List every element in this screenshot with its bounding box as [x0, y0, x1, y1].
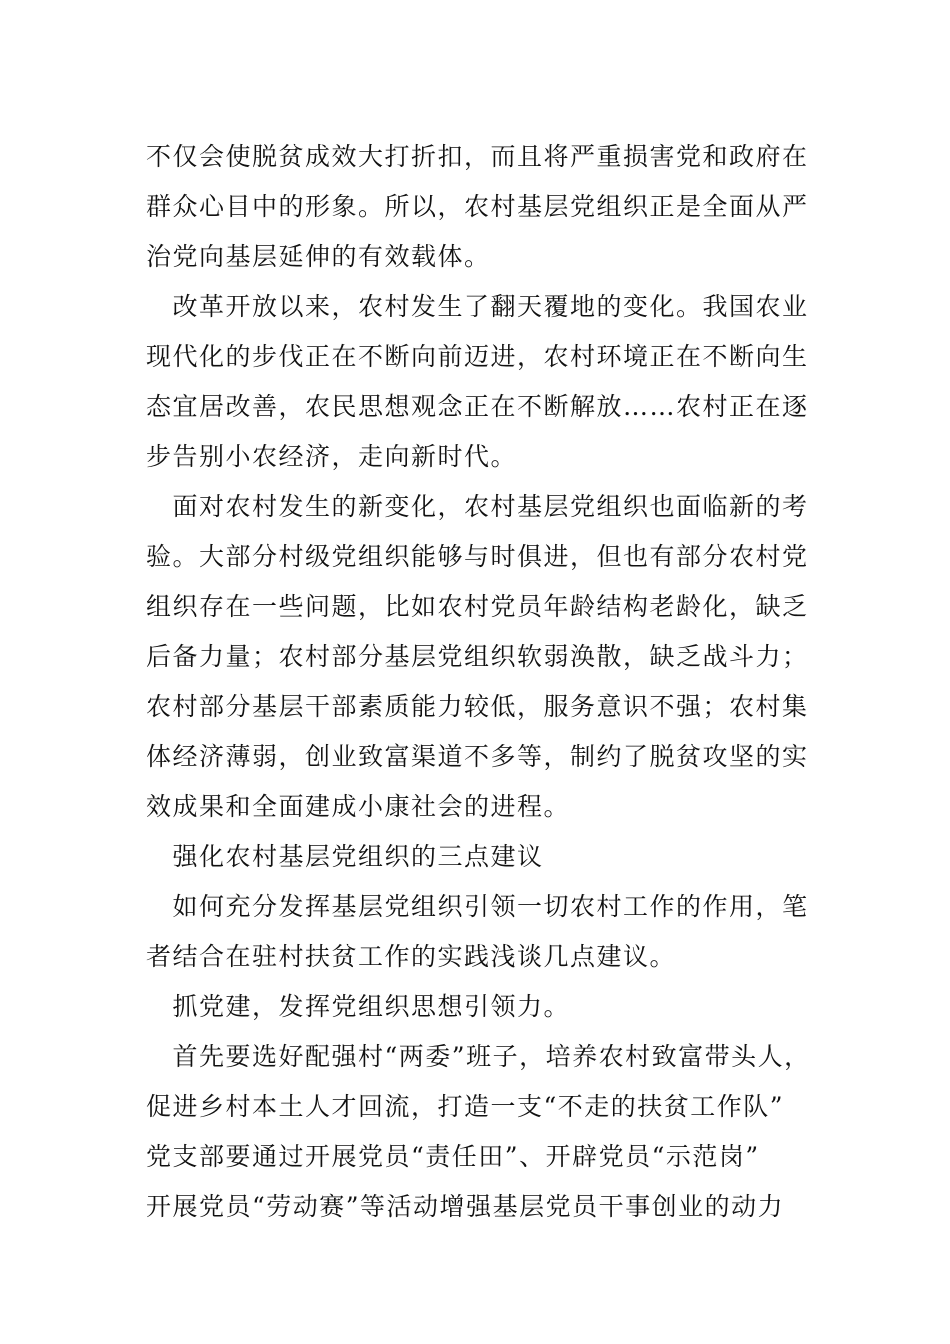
- text-line: 现代化的步伐正在不断向前迈进，农村环境正在不断向生: [146, 342, 809, 371]
- text-line: 验。大部分村级党组织能够与时俱进，但也有部分农村党: [146, 542, 809, 571]
- section-heading: 强化农村基层党组织的三点建议: [146, 842, 544, 871]
- text-line: 后备力量；农村部分基层党组织软弱涣散，缺乏战斗力；: [146, 642, 809, 671]
- text-line: 促进乡村本土人才回流，打造一支“不走的扶贫工作队”: [146, 1092, 785, 1121]
- text-line: 党支部要通过开展党员“责任田”、开辟党员“示范岗”: [146, 1142, 760, 1171]
- body-text: [146, 132, 810, 1232]
- text-line: 首先要选好配强村“两委”班子，培养农村致富带头人，: [146, 1042, 811, 1071]
- text-line: 步告别小农经济，走向新时代。: [146, 442, 518, 471]
- text-line: 态宜居改善，农民思想观念正在不断解放……农村正在逐: [146, 392, 809, 421]
- text-line: 体经济薄弱，创业致富渠道不多等，制约了脱贫攻坚的实: [146, 742, 809, 771]
- text-line: 改革开放以来，农村发生了翻天覆地的变化。我国农业: [146, 292, 809, 321]
- subheading: 抓党建，发挥党组织思想引领力。: [146, 992, 571, 1021]
- text-line: 者结合在驻村扶贫工作的实践浅谈几点建议。: [146, 942, 677, 971]
- text-line: 治党向基层延伸的有效载体。: [146, 242, 491, 271]
- text-line: 效成果和全面建成小康社会的进程。: [146, 792, 571, 821]
- text-line: 组织存在一些问题，比如农村党员年龄结构老龄化，缺乏: [146, 592, 809, 621]
- text-line: 农村部分基层干部素质能力较低，服务意识不强；农村集: [146, 692, 809, 721]
- text-line: 如何充分发挥基层党组织引领一切农村工作的作用，笔: [146, 892, 809, 921]
- text-line: 群众心目中的形象。所以，农村基层党组织正是全面从严: [146, 192, 809, 221]
- text-line: 开展党员“劳动赛”等活动增强基层党员干事创业的动力: [146, 1192, 785, 1221]
- text-line: 不仅会使脱贫成效大打折扣，而且将严重损害党和政府在: [146, 142, 809, 171]
- text-line: 面对农村发生的新变化，农村基层党组织也面临新的考: [146, 492, 809, 521]
